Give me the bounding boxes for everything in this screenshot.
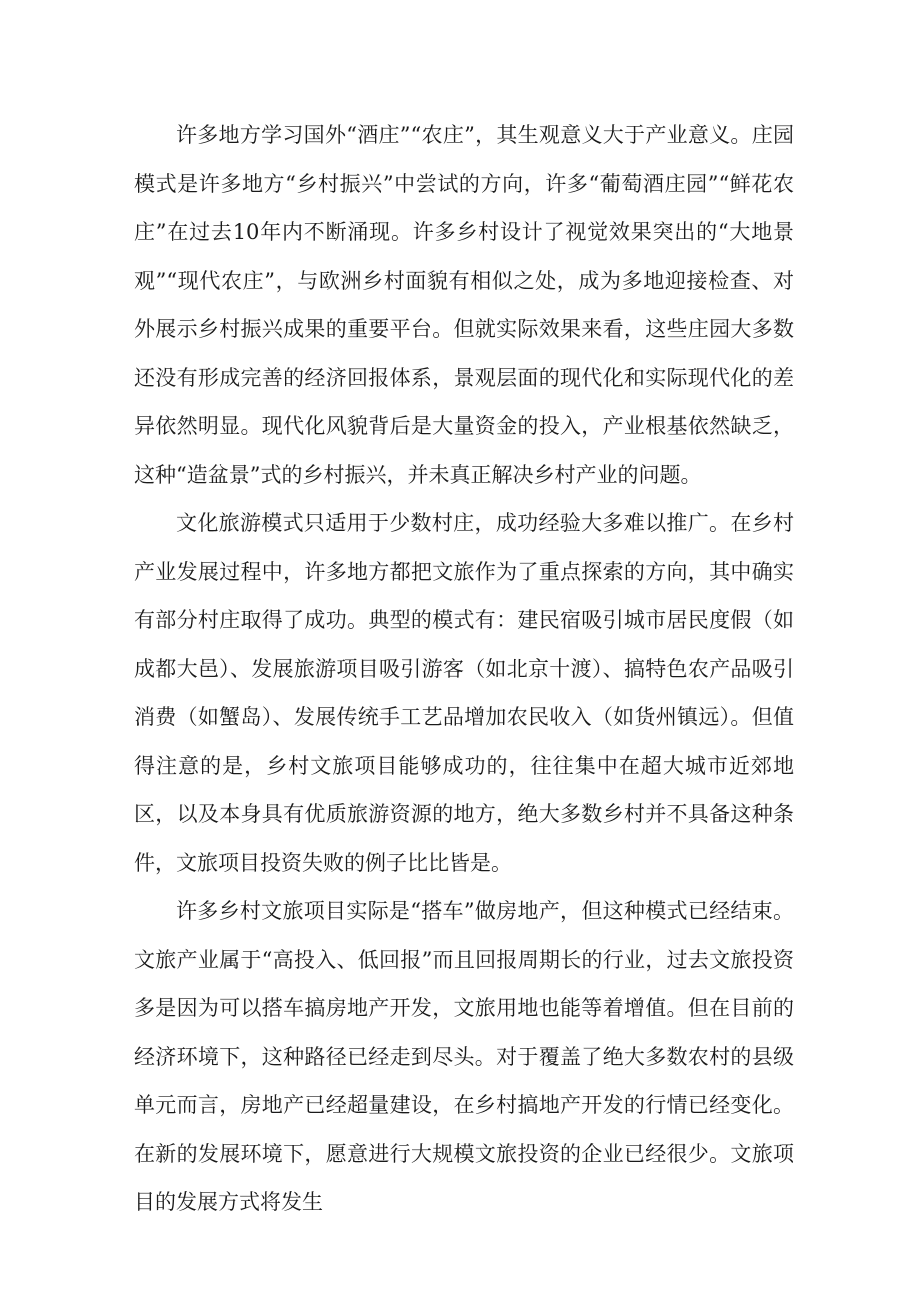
paragraph-manor-model: 许多地方学习国外“酒庄”“农庄”，其生观意义大于产业意义。庄园模式是许多地方“乡村振兴”中尝试的方向，许多“葡萄酒庄园”“鲜花农庄”在过去10年内不断涌现。许多乡村设计了视觉效果突出的“大地景观”“现代农庄”，与欧洲乡村面貌有相似之处，成为多地迎接检查、对外展示乡村振兴成果的重要平台。但就实际效果来看，这些庄园大多数还没有形成完善的经济回报体系，景观层面的现代化和实际现代化的差异依然明显。现代化风貌背后是大量资金的投入，产业根基依然缺乏，这种“造盆景”式的乡村振兴，并未真正解决乡村产业的问题。 (134, 123, 794, 487)
document-body (134, 111, 794, 1227)
paragraph-real-estate: 许多乡村文旅项目实际是“搭车”做房地产，但这种模式已经结束。文旅产业属于“高投入、低回报”而且回报周期长的行业，过去文旅投资多是因为可以搭车搞房地产开发，文旅用地也能等着增值。但在目前的经济环境下，这种路径已经走到尽头。对于覆盖了绝大多数农村的县级单元而言，房地产已经超量建设，在乡村搞地产开发的行情已经变化。在新的发展环境下，愿意进行大规模文旅投资的企业已经很少。文旅项目的发展方式将发生 (134, 899, 794, 1214)
paragraph-cultural-tourism: 文化旅游模式只适用于少数村庄，成功经验大多难以推广。在乡村产业发展过程中，许多地方都把文旅作为了重点探索的方向，其中确实有部分村庄取得了成功。典型的模式有：建民宿吸引城市居民度假（如成都大邑）、发展旅游项目吸引游客（如北京十渡）、搞特色农产品吸引消费（如蟹岛）、发展传统手工艺品增加农民收入（如货州镇远）。但值得注意的是，乡村文旅项目能够成功的，往往集中在超大城市近郊地区，以及本身具有优质旅游资源的地方，绝大多数乡村并不具备这种条件，文旅项目投资失败的例子比比皆是。 (134, 511, 794, 875)
